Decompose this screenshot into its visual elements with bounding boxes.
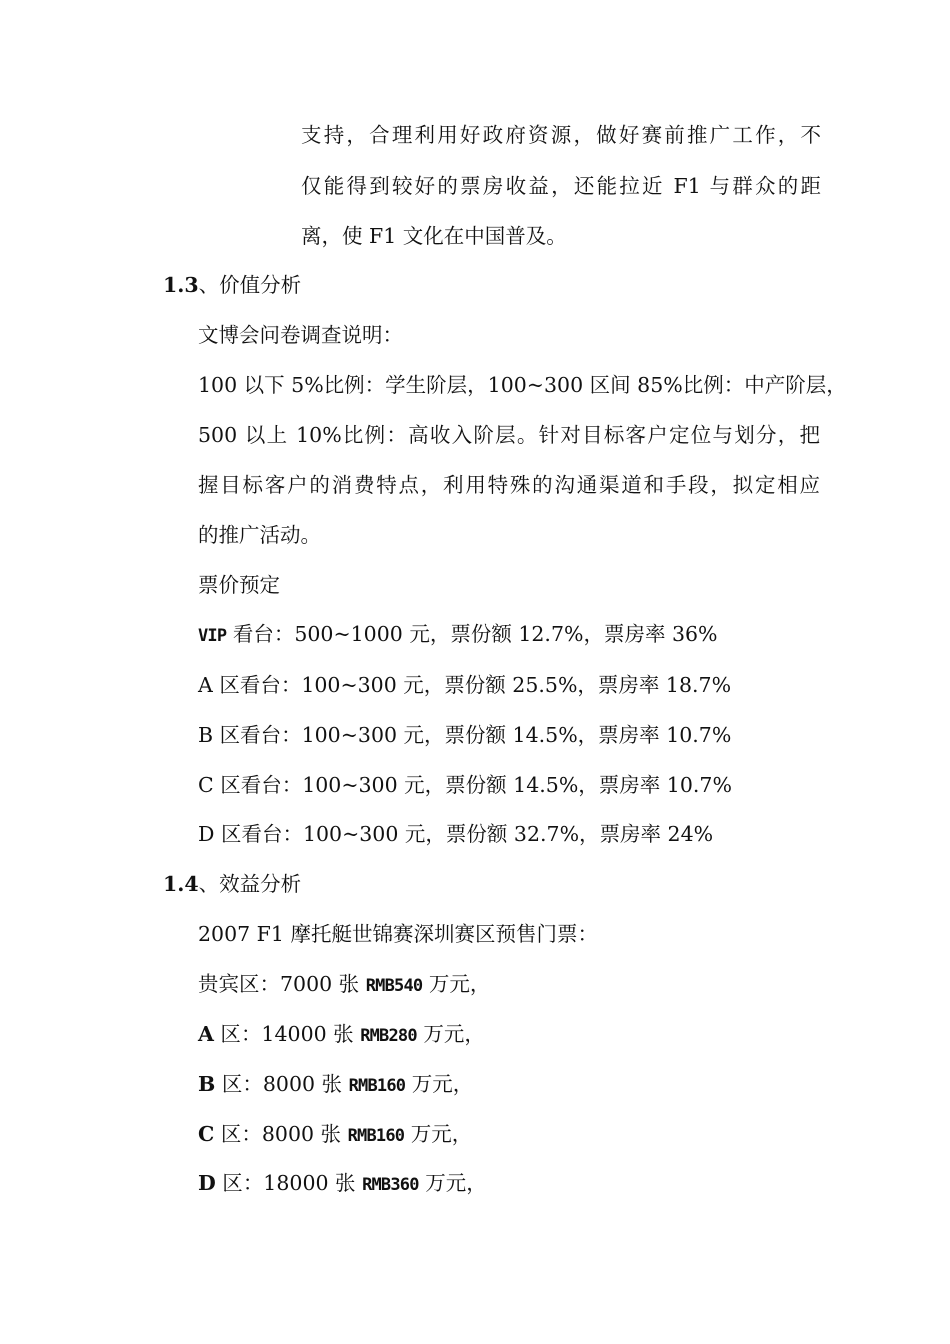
price-row-label: C 区看台 — [198, 773, 282, 797]
price-row-text: ：100~300 元，票份额 14.5%，票房率 10.7% — [281, 773, 732, 797]
ticket-amount: RMB540 — [365, 976, 423, 996]
ticket-zone-suffix: 区 — [214, 1122, 242, 1146]
ticket-zone: D — [198, 1171, 216, 1195]
ticket-suffix: 万元， — [404, 1122, 473, 1146]
ticket-row-a — [198, 1020, 485, 1050]
ticket-suffix: 万元， — [405, 1072, 474, 1096]
ticket-row-b — [198, 1070, 473, 1100]
intro-line-3: 离，使 F1 文化在中国普及。 — [301, 224, 567, 248]
ticket-amount: RMB280 — [360, 1026, 417, 1046]
survey-paragraph-line-4: 的推广活动。 — [198, 523, 321, 547]
pricing-heading: 票价预定 — [198, 573, 280, 597]
section-1-3-heading — [163, 271, 301, 299]
price-row-text: 看台：500~1000 元，票份额 12.7%，票房率 36% — [226, 622, 718, 646]
ticket-count: ：7000 张 — [259, 972, 366, 996]
ticket-zone: C — [198, 1122, 215, 1146]
price-row-b — [198, 721, 731, 749]
price-row-label: B 区看台 — [198, 723, 282, 747]
ticket-count: ：8000 张 — [242, 1072, 349, 1096]
ticket-zone-suffix: 区 — [213, 1022, 241, 1046]
section-1-3-number: 1.3 — [163, 273, 199, 297]
price-row-text: ：100~300 元，票份额 32.7%，票房率 24% — [282, 822, 714, 846]
section-1-4-number: 1.4 — [163, 872, 199, 896]
ticket-count: ：18000 张 — [242, 1171, 363, 1195]
section-1-3-title: 、价值分析 — [198, 273, 302, 297]
ticket-amount: RMB160 — [348, 1076, 406, 1096]
ticket-row-vip — [198, 970, 490, 1000]
ticket-zone: A — [198, 1022, 214, 1046]
price-row-c — [198, 771, 732, 799]
ticket-count: ：14000 张 — [240, 1022, 361, 1046]
price-row-label: D 区看台 — [198, 822, 283, 846]
price-row-label: A 区看台 — [198, 673, 281, 697]
ticket-zone-suffix: 区 — [215, 1171, 243, 1195]
ticket-amount: RMB360 — [362, 1175, 419, 1195]
ticket-row-c — [198, 1120, 472, 1150]
survey-paragraph-line-2: 500 以上 10%比例：高收入阶层。针对目标客户定位与划分，把 — [198, 423, 820, 447]
ticket-amount: RMB160 — [347, 1126, 405, 1146]
survey-paragraph-line-3: 握目标客户的消费特点，利用特殊的沟通渠道和手段，拟定相应 — [198, 473, 820, 497]
ticket-suffix: 万元， — [422, 972, 491, 996]
section-1-4-heading — [163, 870, 301, 898]
price-row-text: ：100~300 元，票份额 14.5%，票房率 10.7% — [281, 723, 732, 747]
survey-paragraph-line-1: 100 以下 5%比例：学生阶层，100~300 区间 85%比例：中产阶层， — [198, 373, 847, 397]
intro-line-2: 仅能得到较好的票房收益，还能拉近 F1 与群众的距 — [301, 174, 821, 198]
price-row-d — [198, 820, 713, 848]
price-row-label: VIP — [198, 626, 227, 646]
ticket-zone-suffix: 区 — [215, 1072, 243, 1096]
presale-heading: 2007 F1 摩托艇世锦赛深圳赛区预售门票： — [198, 922, 598, 946]
ticket-suffix: 万元， — [418, 1171, 487, 1195]
ticket-count: ：8000 张 — [241, 1122, 348, 1146]
section-1-4-title: 、效益分析 — [198, 872, 302, 896]
ticket-zone: 贵宾区 — [198, 972, 260, 996]
intro-line-1: 支持，合理利用好政府资源，做好赛前推广工作，不 — [301, 123, 821, 147]
ticket-suffix: 万元， — [416, 1022, 485, 1046]
ticket-row-d — [198, 1169, 487, 1199]
price-row-text: ：100~300 元，票份额 25.5%，票房率 18.7% — [280, 673, 732, 697]
survey-heading: 文博会问卷调查说明： — [198, 323, 403, 347]
price-row-a — [198, 671, 731, 699]
ticket-zone: B — [198, 1072, 216, 1096]
price-row-vip — [198, 620, 718, 650]
